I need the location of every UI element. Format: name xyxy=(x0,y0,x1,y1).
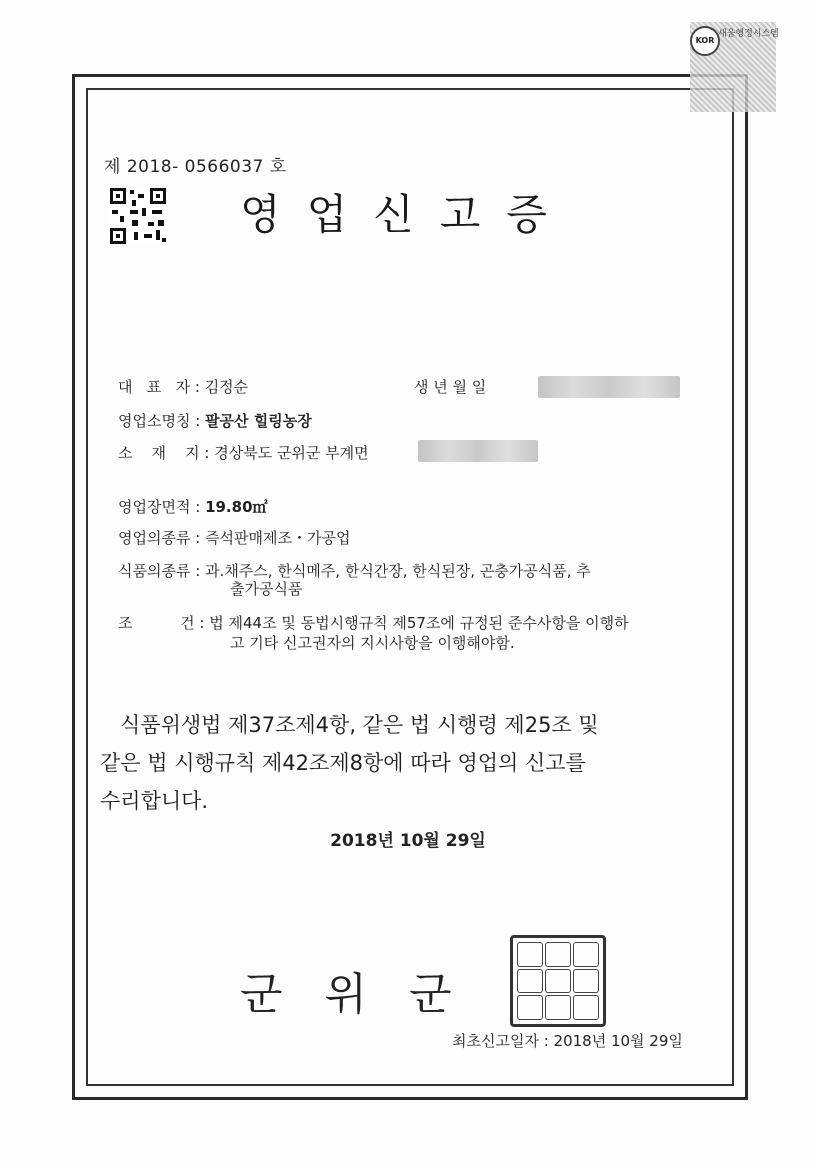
condition-value-line2: 고 기타 신고권자의 지시사항을 이행해야함. xyxy=(230,634,515,652)
birth-label: 생 년 월 일 xyxy=(414,378,487,396)
business-type-value: 즉석판매제조・가공업 xyxy=(205,529,351,547)
system-stamp-label: 새움행정시스템 xyxy=(718,29,779,39)
representative-row xyxy=(118,376,248,397)
condition-value-line1: 법 제44조 및 동법시행규칙 제57조에 규정된 준수사항을 이행하 xyxy=(209,614,629,632)
business-name-row xyxy=(118,410,312,431)
body-paragraph xyxy=(100,706,700,820)
body-line-3: 수리합니다. xyxy=(100,789,209,813)
food-type-label: 식품의종류 : xyxy=(118,562,201,580)
condition-label: 조 건 : xyxy=(118,614,205,632)
business-name-value: 팔공산 힐링농장 xyxy=(205,412,312,430)
area-label: 영업장면적 : xyxy=(118,498,201,516)
condition-row xyxy=(118,612,629,633)
food-type-value-line2: 출가공식품 xyxy=(230,580,303,598)
location-value: 경상북도 군위군 부계면 xyxy=(214,444,369,462)
representative-value: 김정순 xyxy=(204,378,249,396)
official-seal xyxy=(510,935,606,1027)
business-type-row xyxy=(118,527,350,548)
redacted-birth xyxy=(538,376,680,398)
representative-label: 대 표 자 : xyxy=(118,378,200,396)
redacted-address xyxy=(418,440,538,462)
issue-date: 2018년 10월 29일 xyxy=(330,831,486,851)
area-row xyxy=(118,496,268,517)
food-type-value-line1: 과.채주스, 한식메주, 한식간장, 한식된장, 곤충가공식품, 추 xyxy=(205,562,591,580)
area-value: 19.80㎡ xyxy=(205,498,268,516)
business-name-label: 영업소명칭 : xyxy=(118,412,201,430)
certificate-number: 제 2018- 0566037 호 xyxy=(104,157,287,177)
first-report-date: 최초신고일자 : 2018년 10월 29일 xyxy=(452,1032,683,1050)
kor-badge: KOR xyxy=(690,26,720,56)
qr-code-icon xyxy=(108,186,168,246)
location-label: 소 재 지 : xyxy=(118,444,210,462)
document-title: 영업신고증 xyxy=(240,190,573,239)
location-row xyxy=(118,442,369,463)
body-line-2: 같은 법 시행규칙 제42조제8항에 따라 영업의 신고를 xyxy=(100,751,586,775)
issuer-name: 군위군 xyxy=(240,969,494,1020)
food-type-row xyxy=(118,560,591,581)
body-line-1: 식품위생법 제37조제4항, 같은 법 시행령 제25조 및 xyxy=(120,713,599,737)
business-type-label: 영업의종류 : xyxy=(118,529,201,547)
